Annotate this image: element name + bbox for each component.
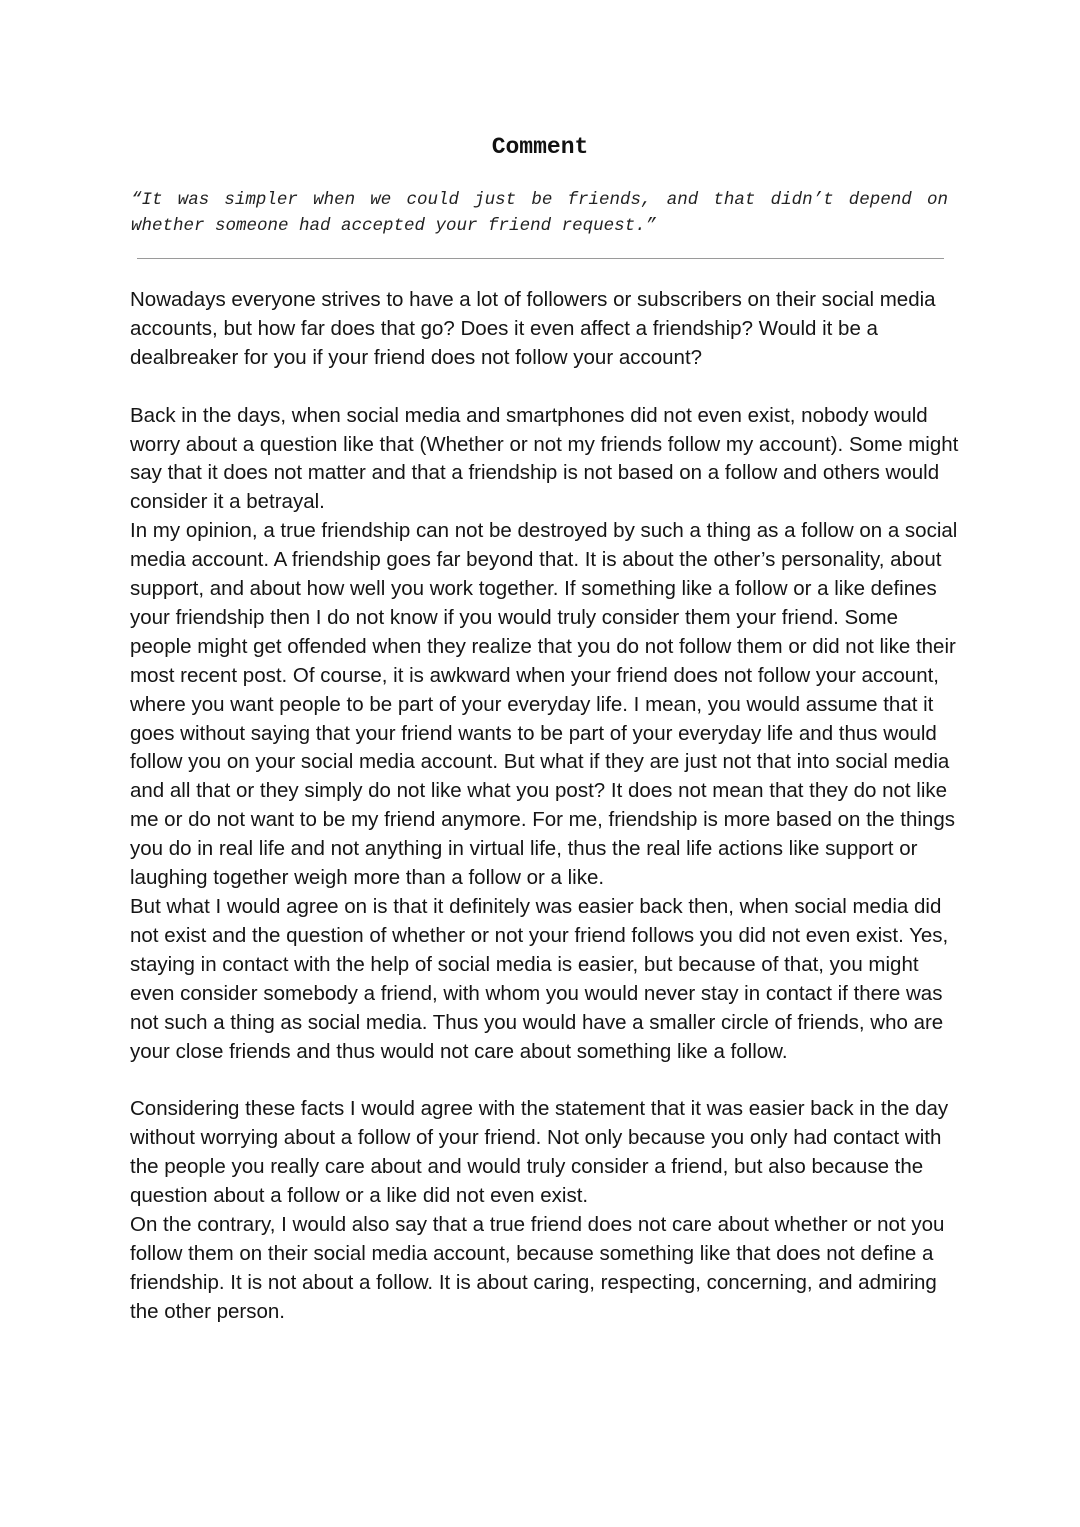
paragraph-intro: Nowadays everyone strives to have a lot of followers or subscribers on their social media accounts, but how far does that go? Does it even affect a friendship? Would it be a dealbreaker for you if your friend does not follow your account? bbox=[130, 288, 936, 369]
epigraph-quote: “It was simpler when we could just be friends, and that didn’t depend on whether someone had accepted your friend request.” bbox=[131, 190, 948, 236]
document-title: Comment bbox=[491, 134, 589, 160]
paragraph-agreement: But what I would agree on is that it definitely was easier back then, when social media did not exist and the question of whether or not your friend follows you did not even exist. Yes, staying in contact with the help of social media is easier, but because of that, you might even consider somebody a friend, with whom you would never stay in contact if there was not such a thing as social media. Thus you would have a smaller circle of friends, who are your close friends and thus would not care about something like a follow. bbox=[130, 895, 949, 1063]
quote-divider bbox=[137, 258, 944, 259]
paragraph-conclusion: Considering these facts I would agree with the statement that it was easier back in the day without worrying about a follow of your friend. Not only because you only had contact with the people you really care about and would truly consider a friend, but also because the question about a follow or a like did not even exist. bbox=[130, 1097, 949, 1208]
paragraph-opinion: In my opinion, a true friendship can not be destroyed by such a thing as a follow on a social media account. A friendship goes far beyond that. It is about the other’s personality, about support, and about how well you work together. If something like a follow or a like defines your friendship then I do not know if you would truly consider them your friend. Some people might get offended when they realize that you do not follow them or did not like their most recent post. Of course, it is awkward when your friend does not follow your account, where you want people to be part of your everyday life. I mean, you would assume that it goes without saying that your friend wants to be part of your everyday life and thus would follow you on your social media account. But what if they are just not that into social media and all that or they simply do not like what you post? It does not mean that they do not like me or do not want to be my friend anymore. For me, friendship is more based on the things you do in real life and not anything in virtual life, thus the real life actions like support or laughing together weigh more than a follow or a like. bbox=[130, 519, 958, 890]
document-body bbox=[130, 286, 960, 1327]
paragraph-back-in-the-days: Back in the days, when social media and smartphones did not even exist, nobody would worry about a question like that (Whether or not my friends follow my account). Some might say that it does not matter and that a friendship is not based on a follow and others would consider it a betrayal. bbox=[130, 403, 959, 514]
paragraph-contrary: On the contrary, I would also say that a true friend does not care about whether or not you follow them on their social media account, because something like that does not define a friendship. It is not about a follow. It is about caring, respecting, concerning, and admiring the other person. bbox=[130, 1212, 945, 1323]
